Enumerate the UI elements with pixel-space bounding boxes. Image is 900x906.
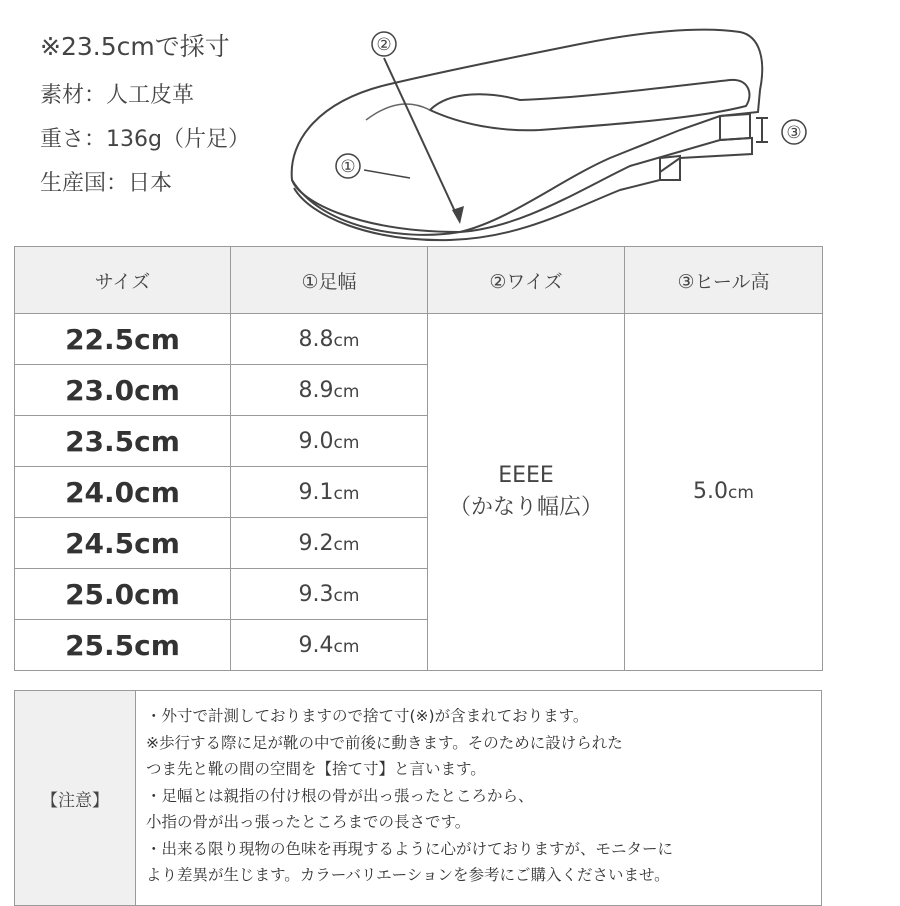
heel-height-cell [625, 314, 823, 671]
origin-spec: 生産国：日本 [40, 171, 173, 196]
caution-line: 小指の骨が出っ張ったところまでの長さです。 [146, 813, 471, 831]
caution-label: 【注意】 [15, 691, 136, 906]
caution-line: つま先と靴の間の空間を【捨て寸】と言います。 [146, 760, 486, 778]
material-spec: 素材：人工皮革 [40, 83, 195, 108]
foot-width-unit: cm [333, 432, 360, 453]
header-heel-height: ③ヒール高 [625, 247, 823, 314]
insole-line [366, 104, 430, 120]
caution-line: ※歩行する際に足が靴の中で前後に動きます。そのために設けられた [146, 733, 623, 752]
heel-height-value: 5.0 [693, 478, 729, 504]
caution-body [136, 691, 822, 906]
foot-width-value: 9.0 [298, 428, 334, 454]
foot-width-cell [231, 416, 428, 467]
foot-width-cell [231, 467, 428, 518]
size-cell: 24.0cm [15, 467, 231, 518]
caution-note [14, 690, 822, 906]
foot-width-unit: cm [333, 483, 360, 504]
wise-arrow-line [384, 58, 458, 218]
foot-width-unit: cm [333, 381, 360, 402]
size-cell: 24.5cm [15, 518, 231, 569]
foot-width-unit: cm [333, 585, 360, 606]
foot-width-unit: cm [333, 534, 360, 555]
foot-width-value: 9.2 [298, 530, 334, 556]
size-cell: 25.5cm [15, 620, 231, 671]
size-table [14, 246, 823, 671]
size-cell: 23.5cm [15, 416, 231, 467]
product-specs [40, 28, 250, 206]
foot-width-unit: cm [333, 330, 360, 351]
foot-width-cell [231, 518, 428, 569]
label-1: ① [340, 157, 356, 177]
table-row [15, 314, 823, 365]
caution-line: ・出来る限り現物の色味を再現するように心がけておりますが、モニターに [146, 839, 674, 858]
foot-width-cell [231, 569, 428, 620]
foot-width-pointer [364, 170, 410, 178]
header-size: サイズ [15, 247, 231, 314]
size-cell: 23.0cm [15, 365, 231, 416]
shoe-outline [292, 30, 763, 235]
foot-width-value: 8.8 [298, 326, 334, 352]
shoe-heel [660, 114, 750, 180]
label-2: ② [376, 35, 392, 55]
heel-height-unit: cm [728, 482, 754, 503]
foot-width-value: 9.1 [298, 479, 334, 505]
shoe-sole [292, 138, 752, 240]
header-wise: ②ワイズ [428, 247, 625, 314]
label-3: ③ [786, 123, 802, 143]
caution-line: ・外寸で計測しておりますので捨て寸(※)が含まれております。 [146, 707, 589, 725]
foot-width-cell [231, 365, 428, 416]
foot-width-cell [231, 314, 428, 365]
weight-spec: 重さ：136g（片足） [40, 127, 250, 152]
size-cell: 25.0cm [15, 569, 231, 620]
size-cell: 22.5cm [15, 314, 231, 365]
measurement-sample-note: ※23.5cmで採寸 [40, 32, 230, 61]
shoe-measurement-diagram [280, 20, 820, 242]
caution-line: より差異が生じます。カラーバリエーションを参考にご購入くださいませ。 [146, 866, 670, 884]
foot-width-value: 9.4 [298, 632, 334, 658]
foot-width-unit: cm [333, 636, 360, 657]
wise-cell [428, 314, 625, 671]
wise-description: （かなり幅広） [448, 495, 603, 520]
header-foot-width: ①足幅 [231, 247, 428, 314]
caution-line: ・足幅とは親指の付け根の骨が出っ張ったところから、 [146, 786, 534, 805]
foot-width-value: 9.3 [298, 581, 334, 607]
foot-width-value: 8.9 [298, 377, 334, 403]
wise-value: EEEE [498, 463, 554, 488]
foot-width-cell [231, 620, 428, 671]
